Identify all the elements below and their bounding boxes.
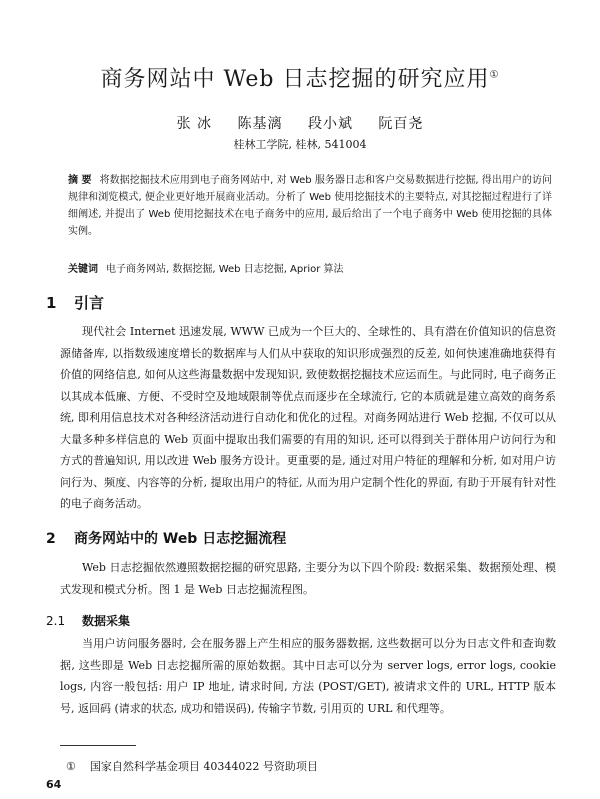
paper-title — [0, 62, 600, 93]
title-footnote-mark: ① — [489, 69, 500, 81]
section-2-paragraph: Web 日志挖掘依然遵照数据挖掘的研究思路, 主要分为以下四个阶段: 数据采集、数据预处理、模式发现和模式分析。图 1 是 Web 日志挖掘流程图。 — [60, 561, 556, 596]
page-number: 64 — [46, 778, 62, 791]
abstract — [68, 172, 552, 240]
section-1-paragraph: 现代社会 Internet 迅速发展, WWW 已成为一个巨大的、全球性的、具有潜在价值知识的信息资源储备库, 以指数级速度增长的数据库与人们从中获取的知识形成强烈的反差, 如何快速准确地获得有价值的网络信息, 如何从这些海量数据中发现知识, 致使数据挖掘技术应运而生。与此同时, 电子商务正以其成本低廉、方便、不受时空及地域限制等优点而逐步在全球流行, 它的本质就是建立高效的商务系统, 即利用信息技术对各种经济活动进行自动化和优化的过程。对商务网站进行 Web 挖掘, 不仅可以从大量多种多样信息的 Web 页面中提取出我们需要的有用的知识, 还可以得到关于群体用户访问行为和方式的普遍知识, 用以改进 Web 服务方设计。更重要的是, 通过对用户特征的理解和分析, 如对用户访问行为、频度、内容等的分析, 提取出用户的特征, 从而为用户定制个性化的界面, 有助于开展有针对性的电子商务活动。 — [60, 325, 556, 510]
abstract-text: 将数据挖掘技术应用到电子商务网站中, 对 Web 服务器日志和客户交易数据进行挖掘, 得出用户的访问规律和浏览模式, 便企业更好地开展商业活动。分析了 Web 使用挖掘技术的主要特点, 对其挖掘过程进行了详细阐述, 并提出了 Web 使用挖掘技术在电子商务中的应用, 最后给出了一个电子商务中 Web 使用挖掘的具体实例。 — [68, 175, 553, 237]
section-heading-1 — [46, 292, 104, 313]
footnote-text: 国家自然科学基金项目 40344022 号资助项目 — [89, 760, 318, 773]
footnote-divider — [60, 745, 136, 746]
keywords — [68, 262, 552, 278]
paper-title-text: 商务网站中 Web 日志挖掘的研究应用 — [100, 67, 490, 92]
section-2-1-paragraph: 当用户访问服务器时, 会在服务器上产生相应的服务器数据, 这些数据可以分为日志文件和查询数据, 这些即是 Web 日志挖掘所需的原始数据。其中日志可以分为 server logs, error logs, cookie logs, 内容一般包括: 用户 IP 地址, 请求时间, 方法 (POST/GET), 被请求文件的 URL, HTTP 版本号, 返回码 (请求的状态, 成功和错误码), 传输字节数, 引用页的 URL 和代理等。 — [60, 637, 556, 715]
author: 阮百尧 — [378, 116, 424, 132]
section-heading-2 — [46, 528, 286, 548]
author: 张 冰 — [176, 116, 213, 132]
affiliation: 桂林工学院, 桂林, 541004 — [233, 138, 367, 151]
subsection-title: 数据采集 — [82, 614, 131, 628]
subsection-number: 2.1 — [46, 614, 66, 628]
section-number: 1 — [46, 294, 57, 312]
author: 段小斌 — [307, 116, 353, 132]
author: 陈基漓 — [237, 116, 283, 132]
section-title: 引言 — [74, 294, 105, 312]
subsection-heading-2-1 — [46, 612, 130, 629]
footnote — [66, 758, 318, 774]
abstract-label: 摘 要 — [68, 175, 92, 186]
footnote-mark: ① — [66, 760, 76, 773]
section-number: 2 — [46, 531, 56, 547]
author-list — [0, 113, 600, 133]
keywords-label: 关键词 — [68, 264, 98, 275]
section-title: 商务网站中的 Web 日志挖掘流程 — [74, 531, 287, 547]
keywords-text: 电子商务网站, 数据挖掘, Web 日志挖掘, Aprior 算法 — [106, 264, 344, 275]
